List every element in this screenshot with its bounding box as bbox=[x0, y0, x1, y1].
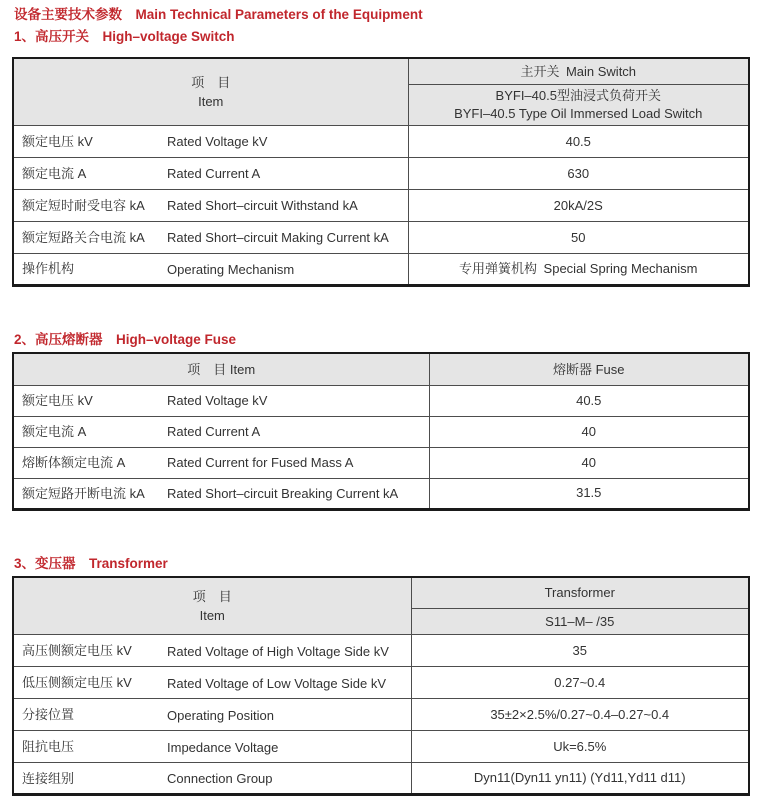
param-label-en: Rated Short–circuit Withstand kA bbox=[167, 197, 358, 213]
table-row bbox=[13, 699, 749, 731]
param-label-en: Rated Current for Fused Mass A bbox=[167, 455, 354, 471]
param-label-cell bbox=[13, 699, 411, 731]
param-value: 40.5 bbox=[429, 385, 749, 416]
param-label-cell bbox=[13, 478, 429, 509]
param-label-zh: 高压侧额定电压 kV bbox=[22, 643, 132, 659]
item-header-en: Item bbox=[198, 94, 224, 110]
item-header-cell: 项 目 Item bbox=[13, 353, 429, 385]
param-label-en: Rated Current A bbox=[167, 165, 261, 181]
param-label-en: Rated Short–circuit Making Current kA bbox=[167, 229, 389, 245]
param-label-zh: 额定短路关合电流 kA bbox=[22, 229, 145, 245]
item-header-cell bbox=[13, 58, 408, 125]
param-label-cell bbox=[13, 385, 429, 416]
param-label-en: Rated Current A bbox=[167, 424, 261, 440]
table-row bbox=[13, 447, 749, 478]
param-value: 0.27~0.4 bbox=[411, 667, 749, 699]
table-header-row bbox=[13, 58, 749, 84]
param-label-en: Operating Mechanism bbox=[167, 261, 295, 277]
table-row bbox=[13, 763, 749, 795]
param-value: Dyn11(Dyn11 yn11) (Yd11,Yd11 d11) bbox=[411, 763, 749, 795]
param-label-en: Connection Group bbox=[167, 770, 273, 786]
param-label-zh: 熔断体额定电流 A bbox=[22, 455, 126, 471]
transformer-header-cell: Transformer bbox=[411, 577, 749, 609]
table-row bbox=[13, 189, 749, 221]
param-label-en: Rated Voltage of Low Voltage Side kV bbox=[167, 675, 386, 691]
param-label-zh: 额定短路开断电流 kA bbox=[22, 485, 145, 501]
param-label-en: Rated Voltage kV bbox=[167, 133, 268, 149]
switch-model-zh: BYFI–40.5型油浸式负荷开关 bbox=[495, 88, 661, 104]
param-label-cell bbox=[13, 635, 411, 667]
param-label-zh: 低压侧额定电压 kV bbox=[22, 675, 132, 691]
hv-switch-table bbox=[12, 57, 750, 287]
table-header-row bbox=[13, 353, 749, 385]
param-value: 35 bbox=[411, 635, 749, 667]
section-heading-hv-fuse: 2、高压熔断器 High–voltage Fuse bbox=[14, 331, 237, 347]
param-label-cell bbox=[13, 221, 408, 253]
table-header-row bbox=[13, 577, 749, 609]
item-header-zh: 项 目 bbox=[191, 74, 231, 90]
param-value: 40.5 bbox=[408, 125, 749, 157]
page-title: 设备主要技术参数 Main Technical Parameters of the Equipment bbox=[14, 7, 423, 22]
param-label-en: Rated Voltage of High Voltage Side kV bbox=[167, 643, 389, 659]
param-value: 630 bbox=[408, 157, 749, 189]
table-row bbox=[13, 221, 749, 253]
table-row bbox=[13, 253, 749, 285]
table-row bbox=[13, 157, 749, 189]
param-value: 专用弹簧机构 Special Spring Mechanism bbox=[408, 253, 749, 285]
main-switch-header-cell: 主开关 Main Switch bbox=[408, 58, 749, 84]
param-label-zh: 操作机构 bbox=[22, 261, 75, 277]
param-label-cell bbox=[13, 763, 411, 795]
item-header-en: Item bbox=[199, 608, 225, 623]
table-row bbox=[13, 125, 749, 157]
param-value: 20kA/2S bbox=[408, 189, 749, 221]
param-label-en: Rated Short–circuit Breaking Current kA bbox=[167, 485, 399, 501]
table-row bbox=[13, 385, 749, 416]
param-label-zh: 额定电流 A bbox=[22, 424, 87, 440]
hv-fuse-table bbox=[12, 352, 750, 511]
table-row bbox=[13, 635, 749, 667]
switch-model-en: BYFI–40.5 Type Oil Immersed Load Switch bbox=[454, 105, 703, 121]
param-label-en: Impedance Voltage bbox=[167, 739, 279, 755]
param-label-en: Rated Voltage kV bbox=[167, 393, 268, 409]
param-label-cell bbox=[13, 416, 429, 447]
switch-model-cell bbox=[408, 84, 749, 125]
param-label-en: Operating Position bbox=[167, 707, 274, 723]
param-label-cell bbox=[13, 125, 408, 157]
table-row bbox=[13, 731, 749, 763]
fuse-header-cell: 熔断器 Fuse bbox=[429, 353, 749, 385]
param-label-zh: 额定电流 A bbox=[22, 165, 87, 181]
param-value: 50 bbox=[408, 221, 749, 253]
param-value: 31.5 bbox=[429, 478, 749, 509]
param-label-zh: 阻抗电压 bbox=[22, 739, 75, 755]
transformer-table bbox=[12, 576, 750, 796]
table-row bbox=[13, 416, 749, 447]
section-heading-transformer: 3、变压器 Transformer bbox=[14, 555, 168, 571]
param-value: Uk=6.5% bbox=[411, 731, 749, 763]
param-label-zh: 连接组别 bbox=[22, 770, 75, 786]
transformer-model-cell: S11–M– /35 bbox=[411, 609, 749, 635]
param-label-cell bbox=[13, 447, 429, 478]
param-label-cell bbox=[13, 667, 411, 699]
param-label-cell bbox=[13, 157, 408, 189]
param-value: 35±2×2.5%/0.27~0.4–0.27~0.4 bbox=[411, 699, 749, 731]
param-label-zh: 额定电压 kV bbox=[22, 393, 93, 409]
param-value: 40 bbox=[429, 447, 749, 478]
param-label-zh: 额定短时耐受电容 kA bbox=[22, 197, 145, 213]
section-heading-hv-switch: 1、高压开关 High–voltage Switch bbox=[14, 29, 235, 45]
param-label-cell bbox=[13, 189, 408, 221]
item-header-zh: 项 目 bbox=[192, 588, 232, 604]
param-label-zh: 额定电压 kV bbox=[22, 133, 93, 149]
param-label-zh: 分接位置 bbox=[22, 707, 75, 723]
param-label-cell bbox=[13, 731, 411, 763]
param-value: 40 bbox=[429, 416, 749, 447]
table-row bbox=[13, 478, 749, 509]
item-header-cell bbox=[13, 577, 411, 635]
param-label-cell bbox=[13, 253, 408, 285]
table-row bbox=[13, 667, 749, 699]
